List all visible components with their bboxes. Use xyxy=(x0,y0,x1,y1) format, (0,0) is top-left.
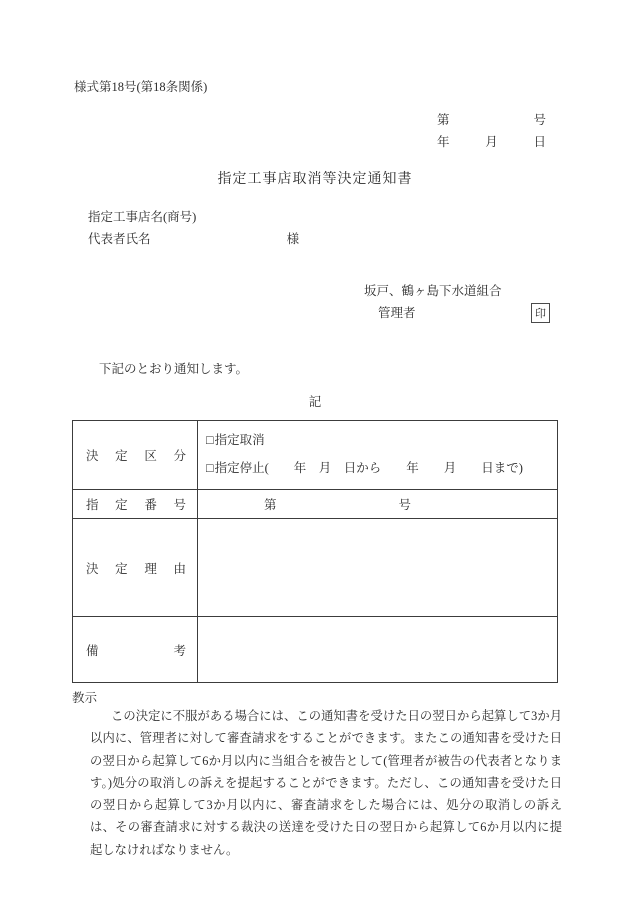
number-suffix: 号 xyxy=(533,113,546,127)
designation-number-prefix: 第 xyxy=(264,498,277,512)
table-row-remarks xyxy=(73,616,557,682)
notice-line: 下記のとおり通知します。 xyxy=(99,362,249,376)
date-day-label: 日 xyxy=(533,135,546,149)
remarks-label-cell xyxy=(73,617,198,682)
option-cancellation xyxy=(206,426,553,454)
remarks-label: 備考 xyxy=(86,643,186,658)
record-heading: 記 xyxy=(308,395,322,409)
sender-organization: 坂戸、鶴ヶ島下水道組合 xyxy=(364,284,502,298)
designation-number-value-cell xyxy=(198,490,557,518)
seal-box xyxy=(531,303,550,323)
decision-category-value-cell xyxy=(198,421,557,489)
decision-category-label: 決定区分 xyxy=(86,449,186,463)
date-year-label: 年 xyxy=(437,135,450,149)
table-row-decision-reason xyxy=(73,518,557,616)
date-month-label: 月 xyxy=(485,135,498,149)
remarks-value-cell xyxy=(198,617,557,682)
form-number: 様式第18号(第18条関係) xyxy=(74,80,208,94)
representative-label: 代表者氏名 xyxy=(88,232,151,246)
shop-name-label: 指定工事店名(商号) xyxy=(88,210,197,224)
number-prefix: 第 xyxy=(437,113,450,127)
option-suspension-label: 指定停止( 年 月 日から 年 月 日まで) xyxy=(214,461,523,475)
option-suspension xyxy=(206,454,553,482)
decision-category-label-cell xyxy=(73,421,198,489)
designation-number-label: 指定番号 xyxy=(86,498,186,512)
decision-table xyxy=(72,420,558,683)
document-title: 指定工事店取消等決定通知書 xyxy=(217,172,413,187)
representative-line xyxy=(88,229,299,247)
decision-reason-value-cell xyxy=(198,519,557,616)
table-row-designation-number xyxy=(73,489,557,518)
sender-manager-title: 管理者 xyxy=(378,306,416,320)
designation-number-label-cell xyxy=(73,490,198,518)
document-number-line xyxy=(437,110,546,128)
instruction-body: この決定に不服がある場合には、この通知書を受けた日の翌日から起算して3か月以内に、管理者に対して審査請求をすることができます。またこの通知書を受けた日の翌日から起算して6か月以内に当組合を被告として(管理者が被告の代表者となります。)処分の取消しの訴えを提起することができます。ただし、この通知書を受けた日の翌日から起算して3か月以内に、審査請求をした場合には、処分の取消しの訴えは、その審査請求に対する裁決の送達を受けた日の翌日から起算して6か月以内に提起しなければなりません。 xyxy=(90,709,562,857)
table-row-decision-category xyxy=(73,421,557,489)
instruction-heading: 教示 xyxy=(72,691,98,705)
option-cancellation-label: 指定取消 xyxy=(214,433,265,447)
decision-reason-label: 決定理由 xyxy=(86,561,186,576)
document-date-line xyxy=(437,132,546,150)
seal-mark: 印 xyxy=(535,308,546,320)
honorific-label: 様 xyxy=(286,232,300,246)
decision-reason-label-cell xyxy=(73,519,198,616)
checkbox-icon: □ xyxy=(206,461,214,475)
checkbox-icon: □ xyxy=(206,433,214,447)
designation-number-suffix: 号 xyxy=(398,498,412,512)
